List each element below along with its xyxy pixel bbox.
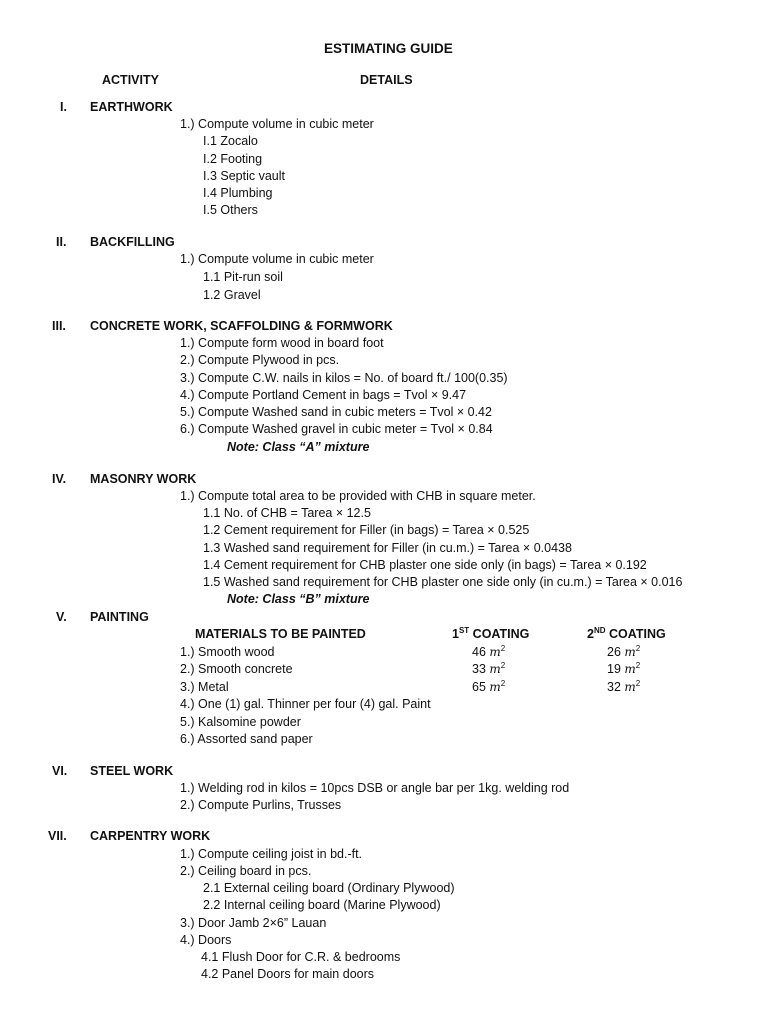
activity-header: ACTIVITY xyxy=(102,73,159,87)
coating-value: 26 $m^2$ xyxy=(607,644,641,659)
list-item: 2.1 External ceiling board (Ordinary Plywood) xyxy=(203,881,455,895)
coating-value: 33 $m^2$ xyxy=(472,661,506,676)
list-item: 6.) Compute Washed gravel in cubic meter = Tvol × 0.84 xyxy=(180,422,493,436)
materials-header: MATERIALS TO BE PAINTED xyxy=(195,627,366,641)
list-item: 5.) Compute Washed sand in cubic meters = Tvol × 0.42 xyxy=(180,405,492,419)
coating-value: 32 $m^2$ xyxy=(607,679,641,694)
document-title: ESTIMATING GUIDE xyxy=(324,41,453,56)
list-item: 3.) Door Jamb 2×6” Lauan xyxy=(180,916,327,930)
list-item: I.2 Footing xyxy=(203,152,263,166)
table-row-label: 3.) Metal xyxy=(180,680,229,694)
section-number: V. xyxy=(56,610,67,624)
table-row-label: 1.) Smooth wood xyxy=(180,645,275,659)
section-title-concrete: CONCRETE WORK, SCAFFOLDING & FORMWORK xyxy=(90,319,393,333)
mixture-note: Note: Class “B” mixture xyxy=(227,592,370,606)
section-title-painting: PAINTING xyxy=(90,610,149,624)
list-item: 1.4 Cement requirement for CHB plaster one side only (in bags) = Tarea × 0.192 xyxy=(203,558,647,572)
section-number: III. xyxy=(52,319,66,333)
list-item: I.4 Plumbing xyxy=(203,186,273,200)
mixture-note: Note: Class “A” mixture xyxy=(227,440,370,454)
list-item: 2.2 Internal ceiling board (Marine Plywood) xyxy=(203,898,441,912)
list-item: 1.) Compute volume in cubic meter xyxy=(180,117,374,131)
list-item: 1.1 Pit-run soil xyxy=(203,270,283,284)
section-number: VII. xyxy=(48,829,67,843)
list-item: 1.) Welding rod in kilos = 10pcs DSB or angle bar per 1kg. welding rod xyxy=(180,781,570,795)
table-row-label: 2.) Smooth concrete xyxy=(180,662,293,676)
list-item: 1.) Compute volume in cubic meter xyxy=(180,252,374,266)
list-item: 3.) Compute C.W. nails in kilos = No. of board ft./ 100(0.35) xyxy=(180,371,508,385)
list-item: 1.2 Gravel xyxy=(203,288,261,302)
coating-value: 19 $m^2$ xyxy=(607,661,641,676)
list-item: 2.) Compute Purlins, Trusses xyxy=(180,798,342,812)
list-item: 1.1 No. of CHB = Tarea × 12.5 xyxy=(203,506,371,520)
list-item: 1.3 Washed sand requirement for Filler (in cu.m.) = Tarea × 0.0438 xyxy=(203,541,572,555)
second-coating-header: 2ND COATING xyxy=(587,626,666,641)
section-number: II. xyxy=(56,235,67,249)
list-item: I.1 Zocalo xyxy=(203,134,258,148)
section-number: VI. xyxy=(52,764,68,778)
list-item: I.5 Others xyxy=(203,203,258,217)
list-item: 4.) One (1) gal. Thinner per four (4) gal. Paint xyxy=(180,697,431,711)
list-item: 1.) Compute form wood in board foot xyxy=(180,336,384,350)
section-title-steel: STEEL WORK xyxy=(90,764,174,778)
section-number: IV. xyxy=(52,472,67,486)
list-item: 4.1 Flush Door for C.R. & bedrooms xyxy=(201,950,401,964)
section-title-masonry: MASONRY WORK xyxy=(90,472,197,486)
list-item: I.3 Septic vault xyxy=(203,169,285,183)
section-number: I. xyxy=(60,100,67,114)
list-item: 1.) Compute total area to be provided with CHB in square meter. xyxy=(180,489,536,503)
section-title-backfilling: BACKFILLING xyxy=(90,235,175,249)
list-item: 6.) Assorted sand paper xyxy=(180,732,313,746)
section-title-carpentry: CARPENTRY WORK xyxy=(90,829,211,843)
coating-value: 46 $m^2$ xyxy=(472,644,506,659)
list-item: 2.) Compute Plywood in pcs. xyxy=(180,353,340,367)
list-item: 1.2 Cement requirement for Filler (in bags) = Tarea × 0.525 xyxy=(203,523,530,537)
list-item: 1.) Compute ceiling joist in bd.-ft. xyxy=(180,847,363,861)
list-item: 5.) Kalsomine powder xyxy=(180,715,301,729)
details-header: DETAILS xyxy=(360,73,413,87)
list-item: 2.) Ceiling board in pcs. xyxy=(180,864,312,878)
list-item: 4.) Compute Portland Cement in bags = Tvol × 9.47 xyxy=(180,388,467,402)
first-coating-header: 1ST COATING xyxy=(452,626,530,641)
section-title-earthwork: EARTHWORK xyxy=(90,100,173,114)
list-item: 1.5 Washed sand requirement for CHB plaster one side only (in cu.m.) = Tarea × 0.016 xyxy=(203,575,683,589)
coating-value: 65 $m^2$ xyxy=(472,679,506,694)
list-item: 4.2 Panel Doors for main doors xyxy=(201,967,375,981)
list-item: 4.) Doors xyxy=(180,933,232,947)
